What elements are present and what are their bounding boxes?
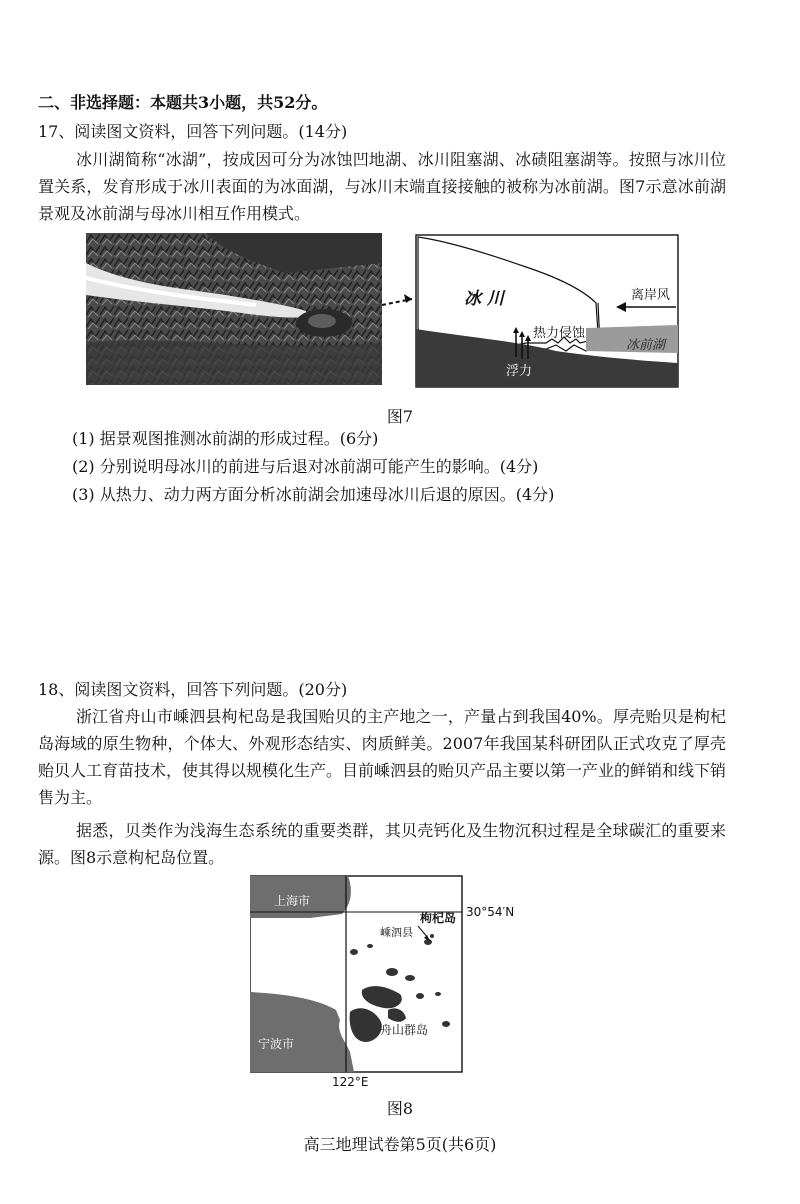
label-glacier: 冰 川 (464, 289, 504, 309)
q18-paragraph-2: 据悉，贝类作为浅海生态系统的重要类群，其贝壳钙化及生物沉积过程是全球碳汇的重要来源。图8示意枸杞岛位置。 (38, 821, 726, 867)
label-shengsi: 嵊泗县 (380, 926, 413, 939)
label-buoyancy: 浮力 (506, 364, 533, 379)
glacier-lake-diagram (416, 235, 678, 387)
glacier-landscape-photo (86, 233, 382, 385)
q18-paragraph-1: 浙江省舟山市嵊泗县枸杞岛是我国贻贝的主产地之一，产量占到我国40%。厚壳贻贝是枸杞岛海域的原生物种，个体大、外观形态结实、肉质鲜美。2007年我国某科研团队正式攻克了厚壳贻贝人工育苗技术，使其得以规模化生产。目前嵊泗县的贻贝产品主要以第一产业的鲜销和线下销售为主。 (38, 707, 727, 807)
q17-subquestion-1: (1) 据景观图推测冰前湖的形成过程。(6分) (72, 429, 379, 448)
label-longitude: 122°E (332, 1075, 369, 1089)
label-latitude: 30°54′N (466, 905, 515, 919)
connector-arrow-icon (404, 294, 412, 303)
figure-7-caption: 图7 (386, 407, 414, 426)
q17-heading: 17、阅读图文资料，回答下列问题。(14分) (38, 122, 348, 141)
figure-8-map (250, 872, 530, 1090)
q18-heading: 18、阅读图文资料，回答下列问题。(20分) (38, 680, 348, 699)
figure-8-caption: 图8 (386, 1099, 414, 1118)
label-ningbo: 宁波市 (258, 1037, 295, 1051)
label-thermal-erosion: 热力侵蚀 (533, 326, 586, 341)
label-shanghai: 上海市 (274, 894, 311, 908)
q17-subquestion-2: (2) 分别说明母冰川的前进与后退对冰前湖可能产生的影响。(4分) (72, 457, 539, 476)
label-gouqi-island: 枸杞岛 (420, 911, 457, 925)
label-wind: 离岸风 (631, 288, 671, 303)
q17-subquestion-3: (3) 从热力、动力两方面分析冰前湖会加速母冰川后退的原因。(4分) (72, 485, 555, 504)
label-zhoushan: 舟山群岛 (380, 1023, 429, 1037)
page-footer: 高三地理试卷第5页(共6页) (303, 1135, 497, 1154)
label-proglacial-lake: 冰前湖 (626, 338, 666, 353)
figure-7 (86, 233, 686, 393)
q17-paragraph: 冰川湖简称“冰湖”，按成因可分为冰蚀凹地湖、冰川阻塞湖、冰碛阻塞湖等。按照与冰川位置关系，发育形成于冰川表面的为冰面湖，与冰川末端直接接触的被称为冰前湖。图7示意冰前湖景观及冰前湖与母冰川相互作用模式。 (38, 150, 726, 223)
section-title: 二、非选择题：本题共3小题，共52分。 (38, 93, 328, 112)
